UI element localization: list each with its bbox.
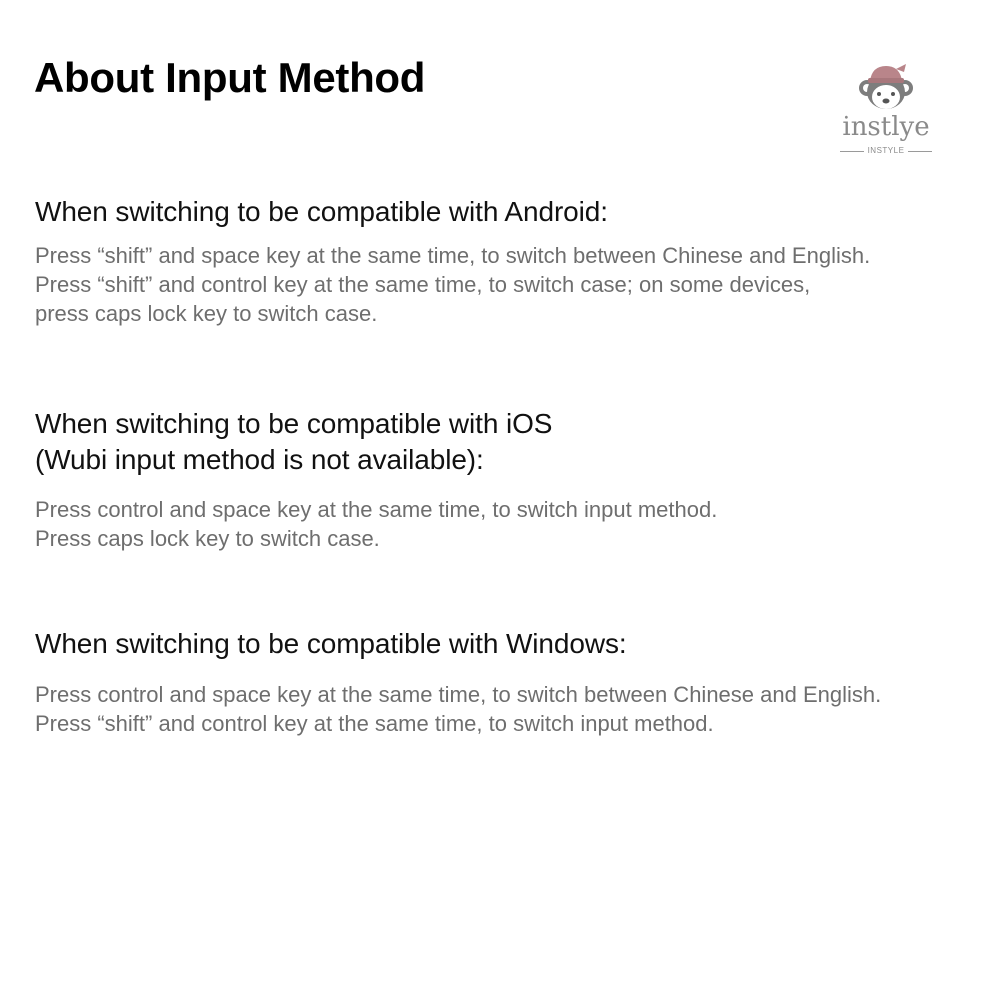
body-line: Press “shift” and control key at the same time, to switch case; on some devices, xyxy=(35,272,811,297)
section-body xyxy=(35,495,985,553)
body-line: Press “shift” and control key at the same time, to switch input method. xyxy=(35,711,714,736)
section-ios xyxy=(35,406,985,553)
heading-line: When switching to be compatible with iOS xyxy=(35,408,553,439)
section-body xyxy=(35,241,985,328)
body-line: Press control and space key at the same time, to switch between Chinese and English. xyxy=(35,682,882,707)
logo-subtitle-row xyxy=(840,146,932,156)
logo-rule-left xyxy=(840,151,864,152)
logo-wordmark: instlye xyxy=(842,112,930,142)
section-heading xyxy=(35,626,985,662)
body-line: press caps lock key to switch case. xyxy=(35,301,378,326)
brand-logo xyxy=(836,60,936,164)
body-line: Press caps lock key to switch case. xyxy=(35,526,380,551)
section-heading xyxy=(35,194,985,230)
logo-rule-right xyxy=(908,151,932,152)
heading-line: When switching to be compatible with Windows: xyxy=(35,628,627,659)
section-body xyxy=(35,680,985,738)
section-windows xyxy=(35,626,985,738)
logo-subtitle: INSTYLE xyxy=(867,146,905,155)
page-title: About Input Method xyxy=(34,54,426,101)
section-android xyxy=(35,194,985,328)
heading-line: When switching to be compatible with Android: xyxy=(35,196,608,227)
heading-line: (Wubi input method is not available): xyxy=(35,444,484,475)
bear-mascot-icon xyxy=(836,60,936,112)
section-heading xyxy=(35,406,985,478)
body-line: Press control and space key at the same time, to switch input method. xyxy=(35,497,718,522)
body-line: Press “shift” and space key at the same time, to switch between Chinese and English. xyxy=(35,243,871,268)
